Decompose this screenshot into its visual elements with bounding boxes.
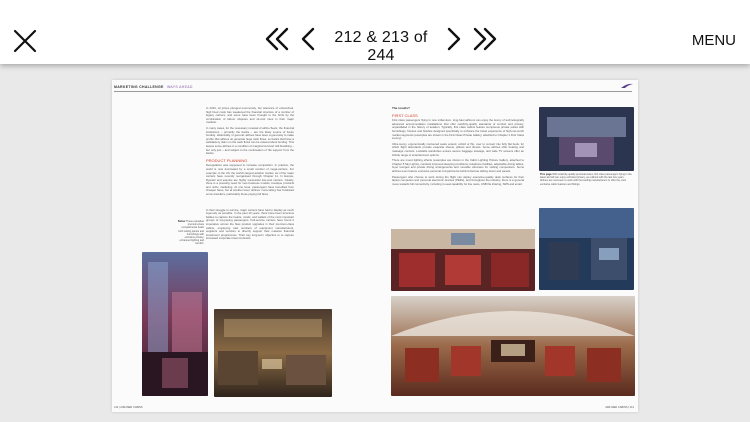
body-paragraph: Passengers who choose to work during the flight can deploy executive-quality desk surfaces for their laptop computers and personal electronic devices (PEDs), and throughout the industry, there is a general move towards full connectivity, including in-seat capability for live news, USB file sharing, SMS and email.: [392, 174, 524, 186]
first-page-button[interactable]: [264, 27, 290, 55]
next-page-button[interactable]: [446, 27, 462, 55]
right-page-footer: AIRLINER CABINS | 213: [605, 406, 634, 409]
previous-page-button[interactable]: [300, 27, 316, 55]
cabin-photo: [391, 229, 535, 291]
close-icon[interactable]: [13, 29, 37, 53]
body-paragraph: There are mood lighting effects (examples are shown in the Cabin Lighting Picture Gallery, attached to Chapter 5 Sky Lights), constant improved sleeping conditions, telephone facilities, adjustable dining tables, foyer lounges and private dining arrangements and movable ottomans for visiting companions. Some airlines even feature exclusive personal compartments behind discrete sliding doors and panels.: [392, 158, 524, 173]
results-heading: The results?: [392, 106, 410, 110]
header-rule: [114, 91, 632, 92]
double-chevron-left-icon: [265, 27, 289, 56]
cabin-photo: [391, 296, 635, 396]
body-paragraph: In their struggle to survive, major carriers have had to display as much ingenuity as possible. In the past 10 years, there have been ferocious battles to capture the hearts, minds, and wallets of the most important groups of top-paying passengers. Full-service carriers have found it imperative across the fleet product upgrades in their premium-class cabins, employing vast numbers of equipment manufacturers, suppliers and vendors to directly support their massive financial investment programmes. Their key long-term objective is to capture increased corporate travel contracts.: [206, 207, 294, 241]
menu-button[interactable]: MENU: [691, 32, 736, 49]
cabin-photo: [214, 309, 332, 397]
page-header: [114, 85, 193, 89]
left-photo-caption: Below These upmarket premium-class compartments boast both ceiling panels and furnishings with exclusive privacy, enhanced lighting and comfort.: [177, 220, 204, 246]
body-paragraph: In many cases, for the necessary renewal of airline fleets, the financial institutions – primarily the banks – are the likely source of future funding. Historically, in general, airlines have been a good way to make profits. But airlines do generate huge cash flows, so banks that have a satisfactory claim on the cash flows can be relaxed about lending. This leaves some airlines in a condition of marginal survival: still breathing – but only just – and subject to the continuation of 'life support' from the banks.: [206, 125, 294, 156]
cabin-photo: [142, 252, 208, 396]
last-page-button[interactable]: [472, 27, 498, 55]
header-title: MARKETING CHALLENGE: [114, 85, 164, 89]
section-heading: FIRST CLASS: [392, 112, 418, 118]
body-paragraph: In 2010, oil prices plunged enormously, but tolerance of entrenched, high fixed costs has weakened the financial structure of a number of legacy carriers, and some have been brought to the brink by the combination of labour disputes and oil-cost rises in their major markets.: [206, 106, 294, 125]
cabin-photo: [539, 107, 634, 171]
cabin-photo: [539, 208, 634, 290]
body-paragraph: Deregulation was supposed to increase competition. In practice, the world is now dominated by a small number of mega-carriers. For example, in the US, the world's largest aviation market, six of the major carriers have recently reorganised through Chapter 11. In Europe, Ryanair and easyJet are highly successful low-cost carriers. Clearly, there is a pressing need for new business models, boutique products and niche marketing. At one level, passengers have benefited from cheaper fares, but at another level, airlines' cost-cutting has frustrated some travellers, particularly those paying full fares.: [206, 163, 294, 197]
header-subtitle: WAYS AHEAD: [166, 85, 193, 89]
chevron-left-icon: [301, 27, 315, 56]
body-paragraph: Ultra-roomy, ergonomically contoured seats extend, unfold or flip, over to convert into fully flat beds, for which flight attendants provide exquisite sheets, pillows and duvets. Some airlines offer heating and massage controls. Lockable wardrobes ensure secure baggage stowage, and wide TV screens offer an infinite range of entertainment options.: [392, 141, 524, 157]
section-heading: PRODUCT PLANNING: [206, 157, 248, 163]
page-spread: [112, 80, 638, 412]
reader-toolbar: [0, 0, 750, 64]
right-photo-caption: This page With celebrity-quality personal suites, first class passengers flying in the latest aircraft can enjoy unlimited privacy, as outlined with the last few years. Airlines are now keen to work with the leading manufacturers to offer the most exclusive cabin features and fittings.: [540, 173, 632, 186]
left-page-footer: 212 | AIRLINER CABINS: [114, 406, 143, 409]
right-article-column: [392, 107, 524, 188]
body-paragraph: First class passengers flying in new millennium, long-haul airliners can enjoy the luxury of technologically advanced accommodation installations that offer celebrity-quality standards of comfort and privacy, unparalleled in the history of aviation. Typically, first class cabins feature sumptuous private suites with furnishings, fixtures and finishes designed specifically to enhance the travel experience of high-net-worth market segments (examples are shown in the First Class Private Gallery, attached to Chapter 1 First Class Luxury).: [392, 118, 524, 141]
chevron-right-icon: [447, 27, 461, 56]
airline-logo-icon: [620, 83, 634, 89]
double-chevron-right-icon: [473, 27, 497, 56]
left-article-column: [206, 107, 294, 243]
page-indicator: 212 & 213 of 244: [334, 29, 428, 64]
